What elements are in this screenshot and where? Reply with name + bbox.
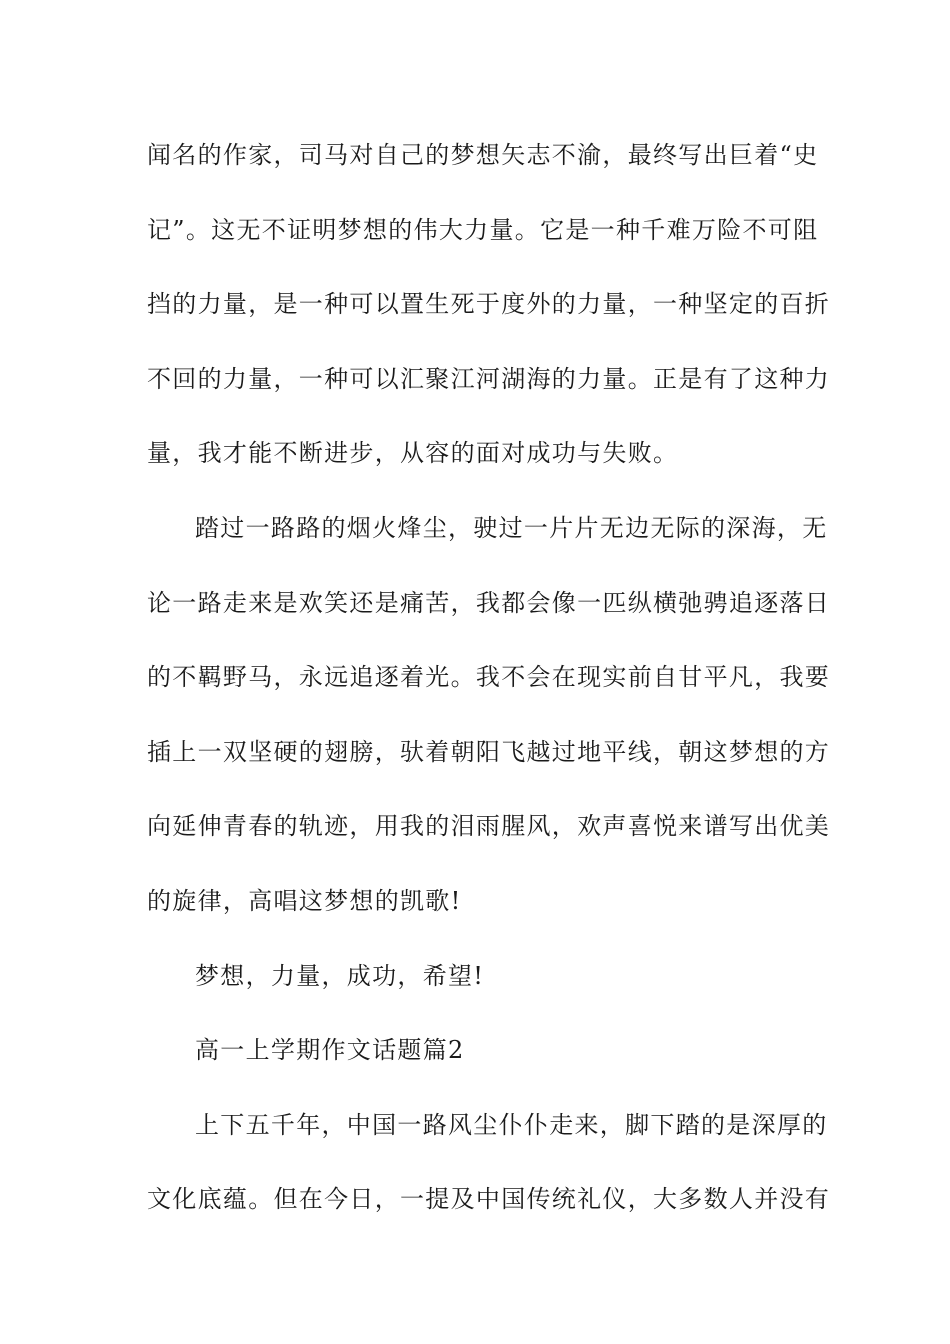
document-body [147, 132, 831, 1251]
text-line-2: 记”。这无不证明梦想的伟大力量。它是一种千难万险不可阻 [147, 215, 819, 244]
text-line-14: 上下五千年，中国一路风尘仆仆走来，脚下踏的是深厚的 [195, 1110, 828, 1139]
text-line-11: 的旋律，高唱这梦想的凯歌! [147, 886, 462, 915]
text-line-10: 向延伸青春的轨迹，用我的泪雨腥风，欢声喜悦来谱写出优美 [147, 812, 831, 841]
section-heading: 高一上学期作文话题篇2 [195, 1036, 465, 1065]
text-line-8: 的不羁野马，永远追逐着光。我不会在现实前自甘平凡，我要 [147, 663, 831, 692]
text-line-12: 梦想，力量，成功，希望! [195, 961, 485, 990]
text-line-6: 踏过一路路的烟火烽尘，驶过一片片无边无际的深海，无 [195, 513, 828, 542]
text-line-7: 论一路走来是欢笑还是痛苦，我都会像一匹纵横弛骋追逐落日 [147, 588, 831, 617]
text-line-9: 插上一双坚硬的翅膀，驮着朝阳飞越过地平线，朝这梦想的方 [147, 737, 831, 766]
text-line-15: 文化底蕴。但在今日，一提及中国传统礼仪，大多数人并没有 [147, 1185, 831, 1214]
text-line-3: 挡的力量，是一种可以置生死于度外的力量，一种坚定的百折 [147, 290, 831, 319]
text-line-5: 量，我才能不断进步，从容的面对成功与失败。 [147, 439, 679, 468]
text-line-1: 闻名的作家，司马对自己的梦想矢志不渝，最终写出巨着“史 [147, 141, 819, 169]
text-line-4: 不回的力量，一种可以汇聚江河湖海的力量。正是有了这种力 [147, 364, 831, 393]
